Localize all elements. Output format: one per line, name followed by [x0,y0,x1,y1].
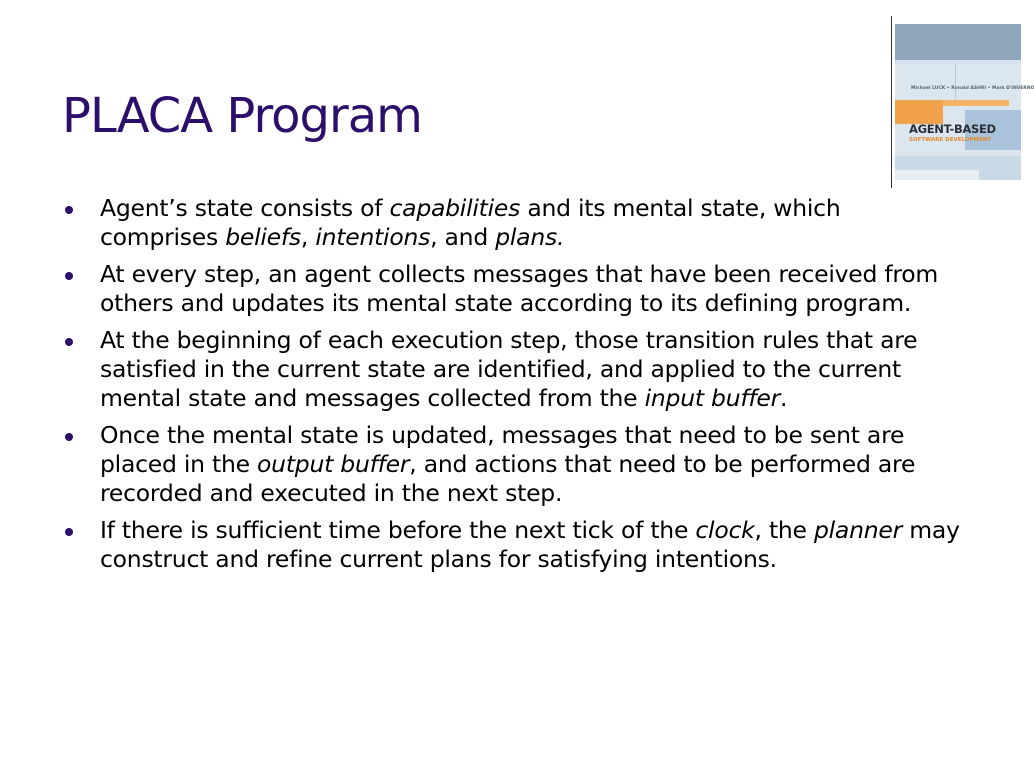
bullet-italic-term: intentions [315,223,431,251]
bullet-dot-icon [65,433,73,441]
book-cover-image [895,24,1034,180]
bullet-italic-term: capabilities [389,194,521,222]
bullet-italic-term: beliefs [225,223,301,251]
bullet-text: If there is sufficient time before the next tick of the [100,516,696,544]
bullet-italic-term: clock [695,516,755,544]
bullet-dot-icon [65,272,73,280]
bullet-list [62,194,962,582]
bullet-dot-icon [65,338,73,346]
bullet-text: At the beginning of each execution step, those transition rules that are satisfied in the current state are identified, and applied to the current mental state and messages collected from the [100,326,918,412]
bullet-dot-icon [65,528,73,536]
slide-title: PLACA Program [62,88,422,144]
bullet-text: , the [754,516,814,544]
cover-subtitle: SOFTWARE DEVELOPMENT [909,137,992,143]
cover-gridlines [955,64,1022,104]
bullet-item [62,421,962,508]
bullet-italic-term: planner [813,516,902,544]
bullet-text: , and actions that need to be performed are recorded and executed in the next step. [100,450,916,507]
cover-top-band [895,24,1021,60]
bullet-item [62,516,962,574]
bullet-text: , [300,223,316,251]
bullet-italic-term: input buffer [644,384,781,412]
cover-title: AGENT-BASED [909,122,996,136]
bullet-italic-term: plans. [495,223,565,251]
bullet-item [62,194,962,252]
bullet-text: may construct and refine current plans for satisfying intentions. [100,516,960,573]
bullet-text: Agent’s state consists of [100,194,390,222]
bullet-text: At every step, an agent collects messages that have been received from others and updates its mental state according to its defining program. [100,260,939,317]
divider-line [891,16,892,188]
bullet-dot-icon [65,206,73,214]
bullet-text: and its mental state, which comprises [100,194,841,251]
cover-orange-bar [943,100,1009,106]
bullet-text: , and [430,223,496,251]
bullet-item [62,260,962,318]
cover-lower-band-light [895,170,979,180]
bullet-item [62,326,962,413]
bullet-italic-term: output buffer [257,450,410,478]
bullet-text: Once the mental state is updated, messages that need to be sent are placed in the [100,421,905,478]
cover-orange-block [895,100,943,124]
bullet-text: . [780,384,788,412]
cover-authors: Michael LUCK • Ronald ASHRI • Mark D'INVERNO [911,86,1034,91]
